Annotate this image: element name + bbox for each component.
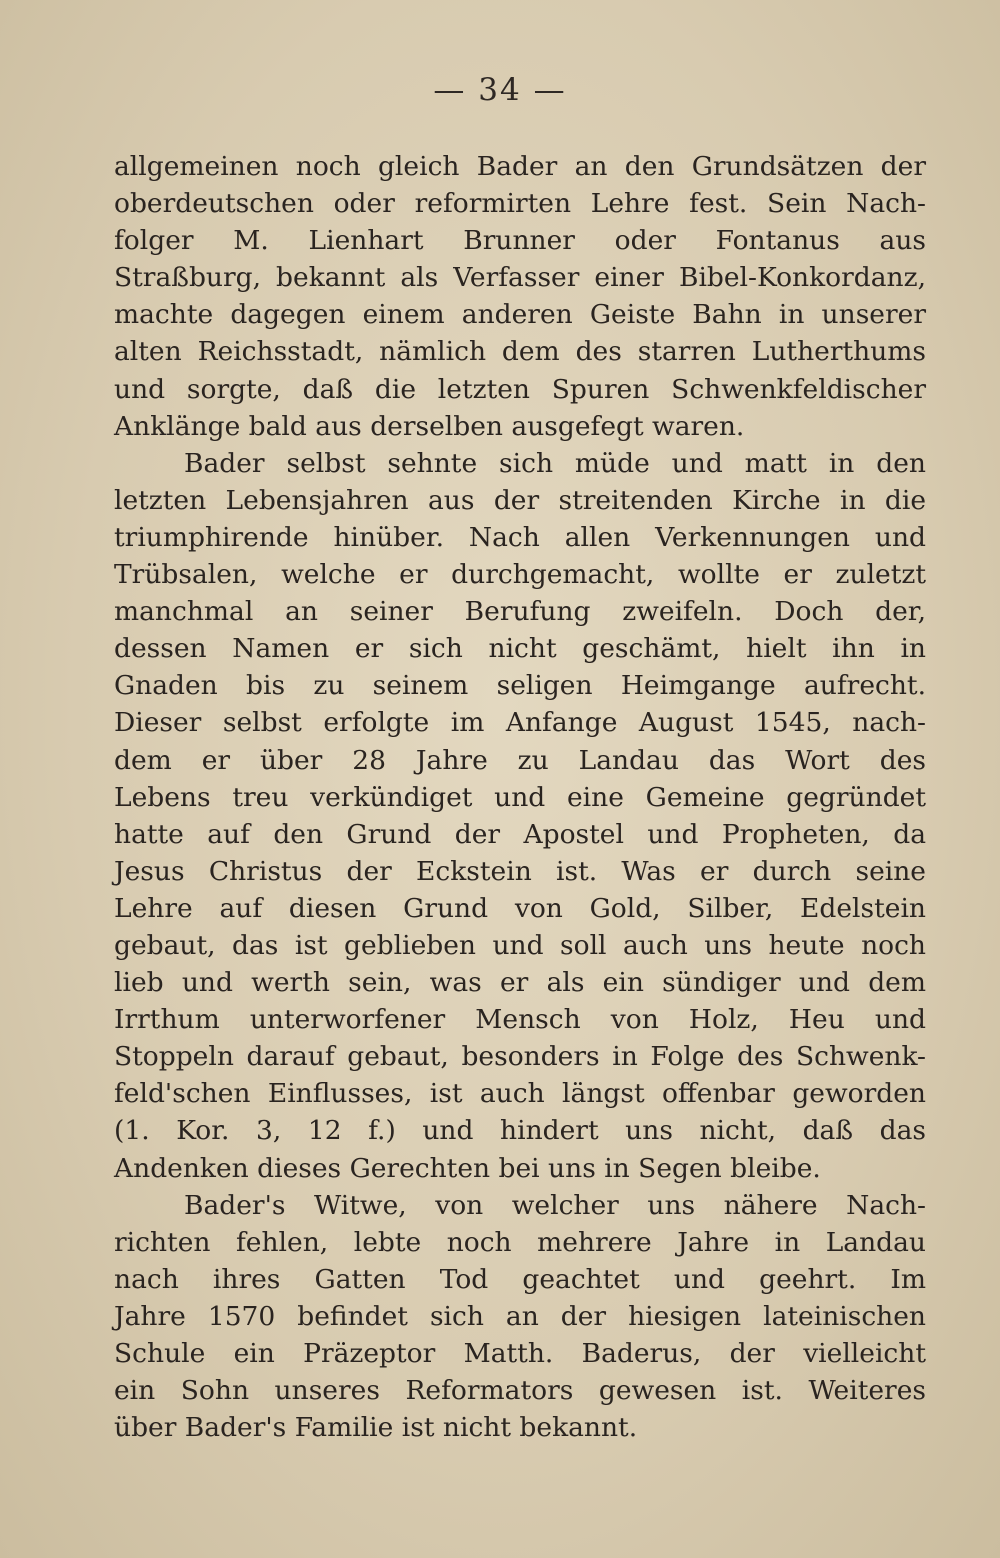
text-line: manchmal an seiner Berufung zweifeln. Doch der, [114, 596, 926, 628]
text-line: lieb und werth sein, was er als ein sündiger und dem [114, 967, 926, 999]
text-line: Gnaden bis zu seinem seligen Heimgange aufrecht. [114, 670, 926, 702]
text-line: Dieser selbst erfolgte im Anfange August 1545, nach- [114, 707, 926, 739]
text-line: allgemeinen noch gleich Bader an den Grundsätzen der [114, 151, 926, 182]
page-number: — 34 — [433, 72, 567, 108]
text-line: gebaut, das ist geblieben und soll auch uns heute noch [114, 929, 926, 961]
text-line: (1. Kor. 3, 12 f.) und hindert uns nicht, daß das [114, 1115, 926, 1147]
text-line: Stoppeln darauf gebaut, besonders in Folge des Schwenk- [114, 1041, 926, 1073]
text-line: alten Reichsstadt, nämlich dem des starren Lutherthums [114, 336, 926, 368]
body-text [114, 148, 926, 1446]
text-line: Andenken dieses Gerechten bei uns in Segen bleibe. [114, 1152, 821, 1184]
text-line: hatte auf den Grund der Apostel und Propheten, da [114, 818, 926, 850]
text-line: letzten Lebensjahren aus der streitenden Kirche in die [114, 484, 926, 516]
text-line: Jesus Christus der Eckstein ist. Was er durch seine [114, 855, 926, 887]
text-line: Straßburg, bekannt als Verfasser einer Bibel-Konkordanz, [114, 262, 926, 294]
text-line: dessen Namen er sich nicht geschämt, hielt ihn in [114, 633, 926, 665]
text-line: folger M. Lienhart Brunner oder Fontanus aus [114, 225, 926, 257]
text-line: Bader selbst sehnte sich müde und matt in den [184, 447, 926, 479]
text-line: und sorgte, daß die letzten Spuren Schwenkfeldischer [114, 373, 926, 405]
paragraph [114, 1187, 926, 1447]
paragraph [114, 445, 926, 1187]
text-line: dem er über 28 Jahre zu Landau das Wort des [114, 744, 926, 776]
text-line: Bader's Witwe, von welcher uns nähere Nach- [184, 1189, 926, 1221]
text-line: triumphirende hinüber. Nach allen Verkennungen und [114, 521, 926, 553]
text-line: machte dagegen einem anderen Geiste Bahn in unserer [114, 299, 926, 331]
text-line: Jahre 1570 befindet sich an der hiesigen lateinischen [114, 1300, 926, 1332]
text-line: ein Sohn unseres Reformators gewesen ist. Weiteres [114, 1375, 926, 1407]
text-line: Schule ein Präzeptor Matth. Baderus, der vielleicht [114, 1338, 926, 1369]
text-line: über Bader's Familie ist nicht bekannt. [114, 1412, 638, 1444]
text-line: Lebens treu verkündiget und eine Gemeine gegründet [114, 781, 926, 813]
text-line: richten fehlen, lebte noch mehrere Jahre in Landau [114, 1226, 926, 1258]
text-line: feld'schen Einflusses, ist auch längst offenbar geworden [114, 1078, 926, 1110]
text-line: oberdeutschen oder reformirten Lehre fest. Sein Nach- [114, 188, 926, 220]
text-line: Trübsalen, welche er durchgemacht, wollte er zuletzt [114, 559, 926, 591]
text-line: Irrthum unterworfener Mensch von Holz, Heu und [114, 1004, 926, 1036]
text-line: nach ihres Gatten Tod geachtet und geehrt. Im [114, 1263, 926, 1295]
paragraph [114, 148, 926, 445]
text-line: Lehre auf diesen Grund von Gold, Silber, Edelstein [114, 892, 926, 924]
text-line: Anklänge bald aus derselben ausgefegt waren. [114, 410, 745, 442]
